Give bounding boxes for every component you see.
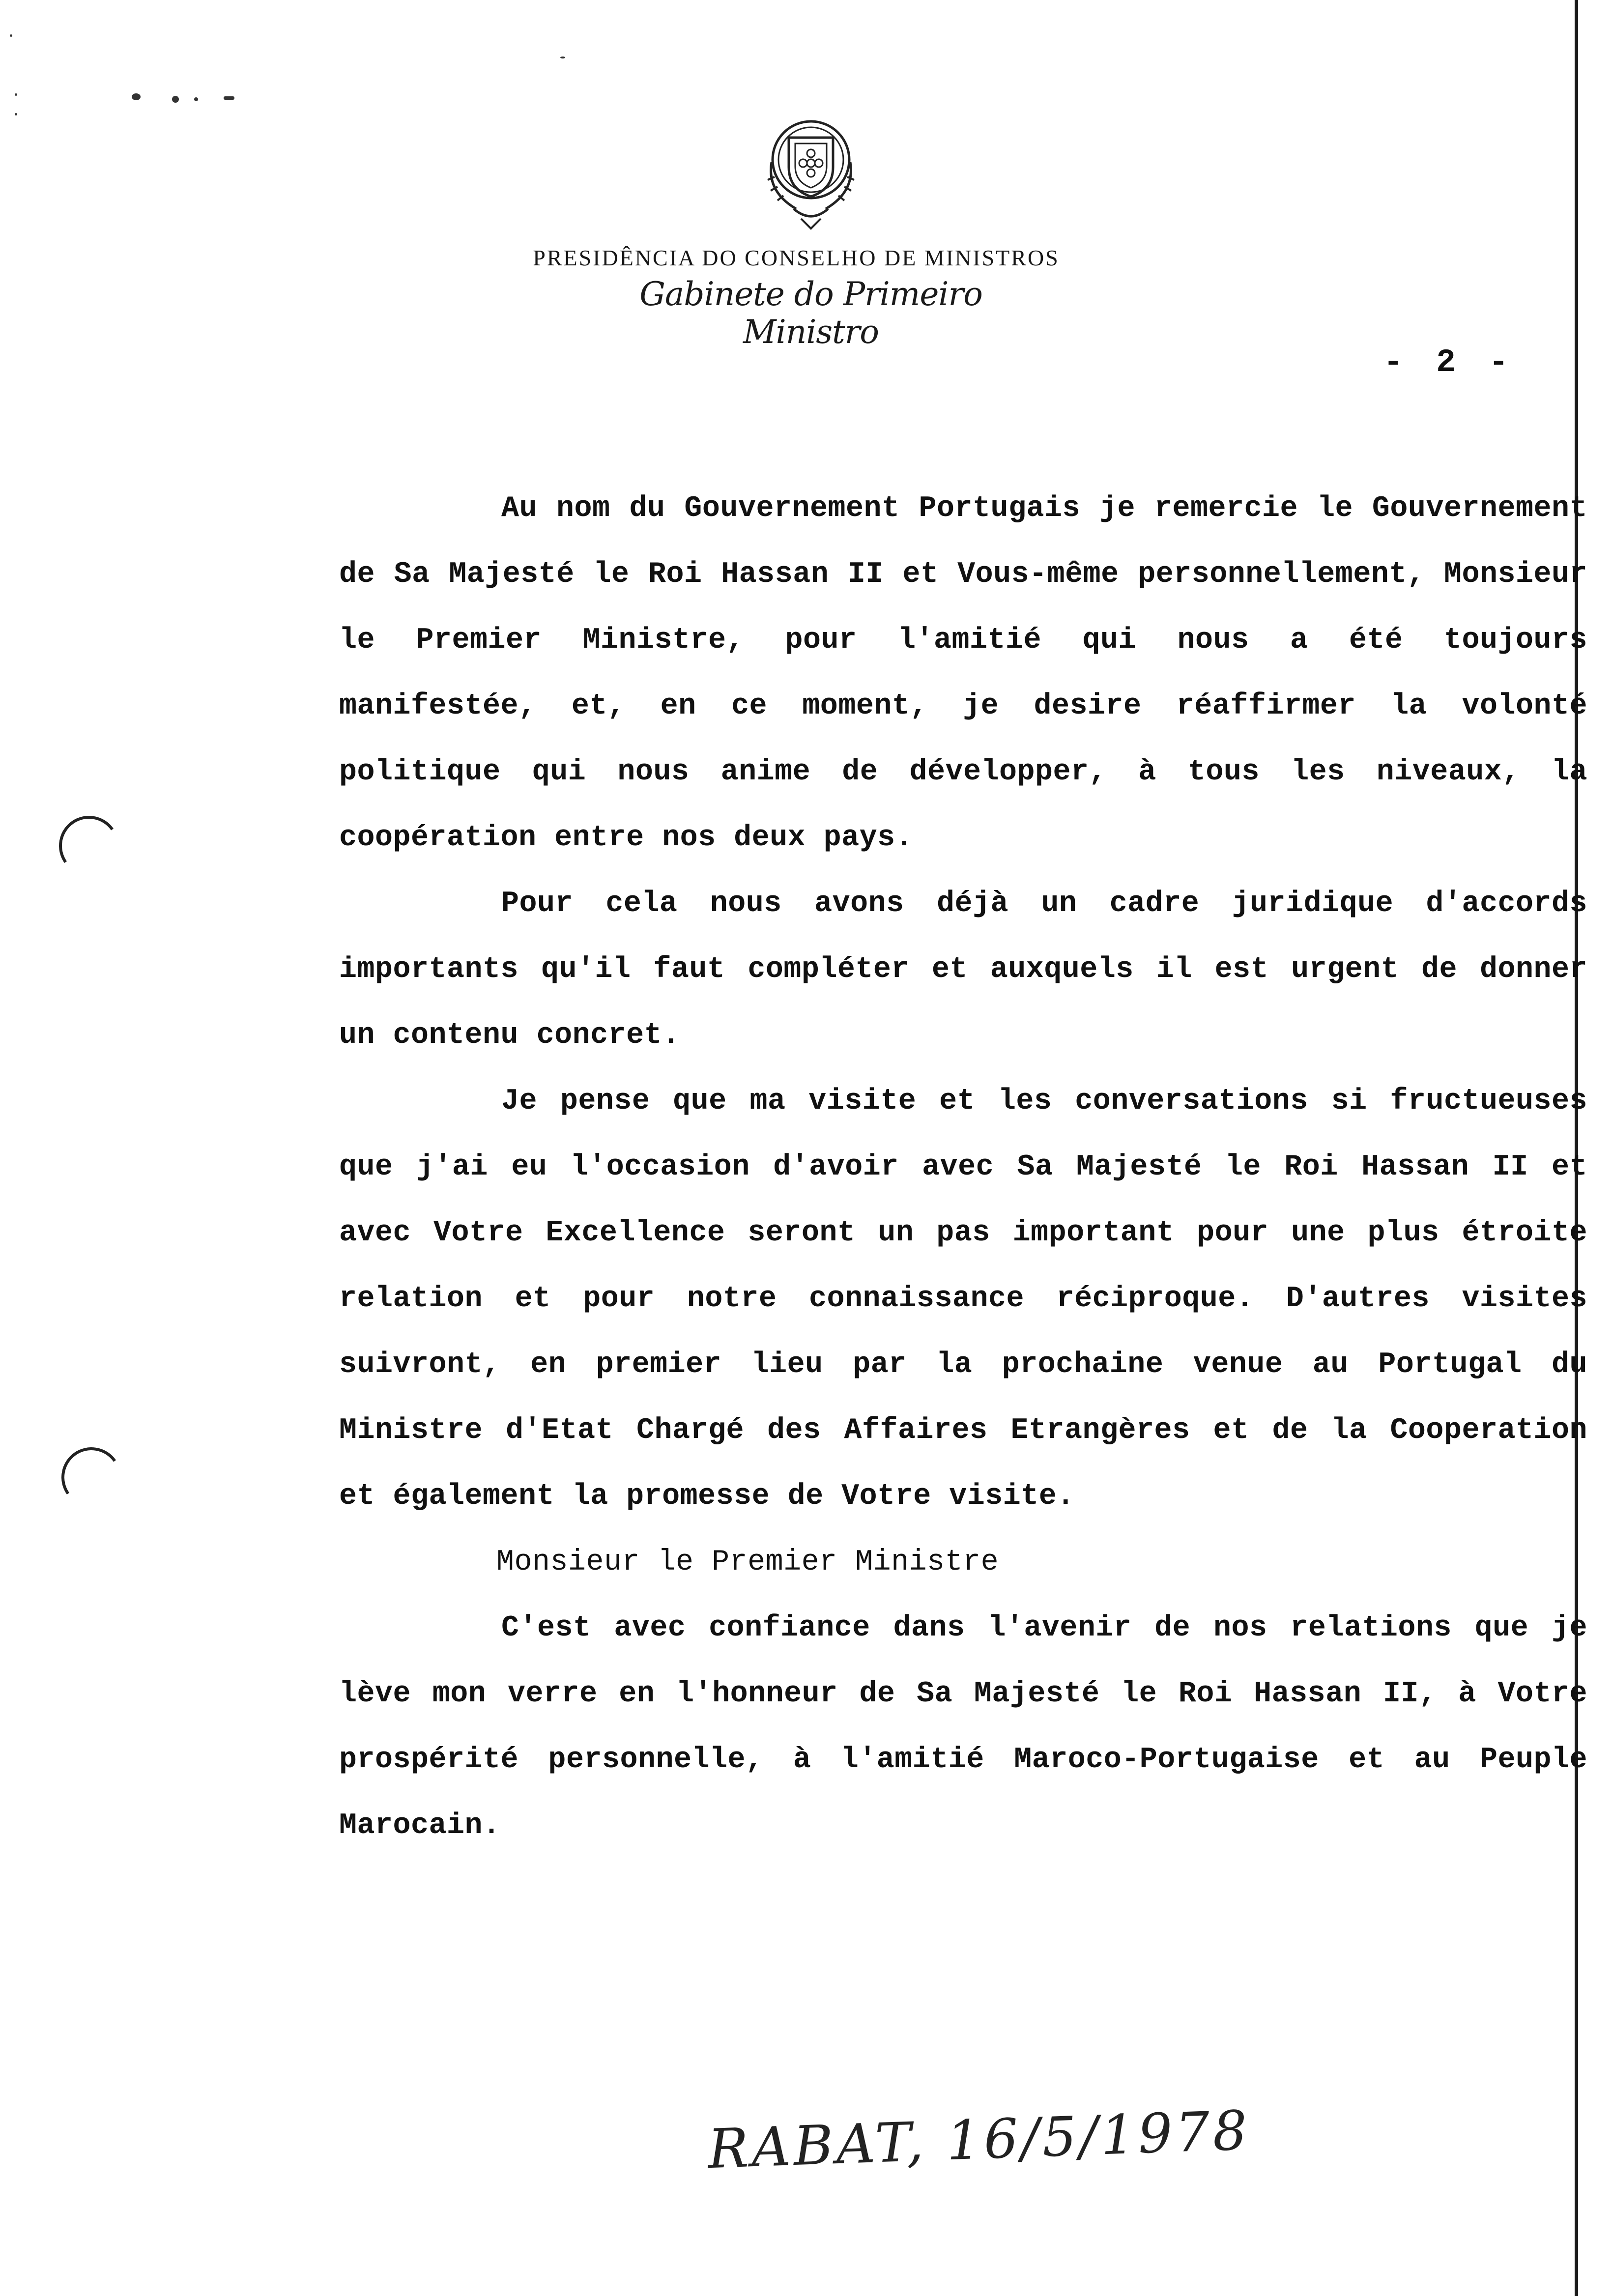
letterhead-institution: PRESIDÊNCIA DO CONSELHO DE MINISTROS: [533, 245, 1060, 270]
page-number: - 2 -: [1383, 344, 1516, 381]
paragraph-legal-framework: Pour cela nous avons déjà un cadre juridique d'accords importants qu'il faut compléter et auxquels il est urgent de donner un contenu concret.: [339, 887, 1587, 1052]
paragraph-thanks: Au nom du Gouvernement Portugais je remercie le Gouvernement de Sa Majesté le Roi Hassan II et Vous-même personnellement, Monsieur le Premier Ministre, pour l'amitié qui nous a été toujours manifestée, et, en ce moment, je desire réaffirmer la volonté politique qui nous anime de développer, à tous les niveaux, la coopération entre nos deux pays.: [339, 492, 1587, 855]
punch-hole: [57, 1442, 126, 1512]
scan-speck: [132, 93, 141, 100]
handwritten-place-date: RABAT, 16/5/1978: [707, 2098, 1251, 2181]
coat-of-arms-icon: [742, 108, 880, 236]
letter-body: [339, 476, 1587, 1859]
paragraph-visit: Je pense que ma visite et les conversations si fructueuses que j'ai eu l'occasion d'avoir avec Sa Majesté le Roi Hassan II et avec Votre Excellence seront un pas important pour une plus étroite relation et pour notre connaissance réciproque. D'autres visites suivront, en premier lieu par la prochaine venue au Portugal du Ministre d'Etat Chargé des Affaires Etrangères et de la Cooperation et également la promesse de Votre visite.: [339, 1085, 1587, 1513]
letterhead-office: Gabinete do Primeiro Ministro: [639, 275, 982, 351]
scan-speck: [224, 96, 234, 100]
scan-speck: [172, 96, 179, 103]
scan-speck: [194, 97, 198, 101]
scan-speck: [560, 57, 565, 58]
scan-speck: [15, 93, 17, 96]
scan-speck: [15, 113, 17, 115]
salutation: Monsieur le Premier Ministre: [496, 1546, 999, 1579]
punch-hole: [54, 811, 123, 880]
scan-speck: [10, 34, 12, 37]
paragraph-toast: C'est avec confiance dans l'avenir de nos relations que je lève mon verre en l'honneur de Sa Majesté le Roi Hassan II, à Votre prospérité personnelle, à l'amitié Maroco-Portugaise et au Peuple Marocain.: [339, 1611, 1587, 1842]
